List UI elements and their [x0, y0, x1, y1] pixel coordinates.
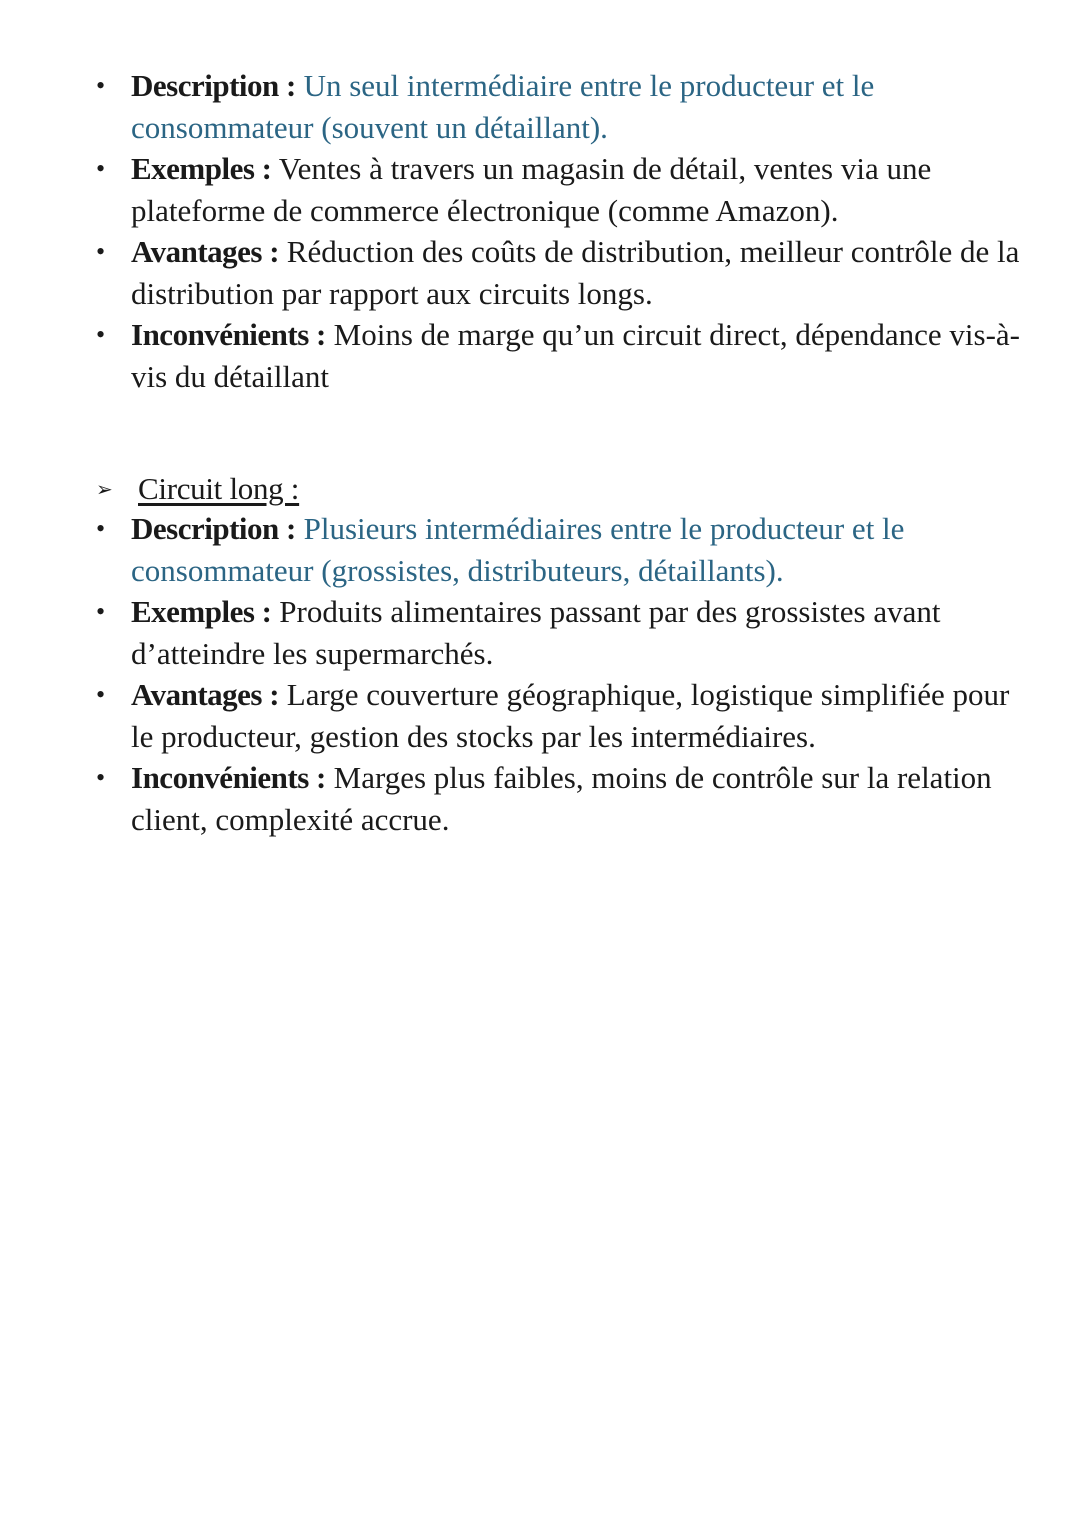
section-heading-circuit-long [96, 468, 299, 509]
item-label: Exemples : [131, 151, 272, 186]
item-text: Ventes à travers un magasin de détail, ventes via une plateforme de commerce électronique (comme Amazon). [131, 151, 932, 228]
list-item-description [96, 508, 1026, 591]
list-item-disadvantages [96, 314, 1026, 397]
item-label: Avantages : [131, 234, 280, 269]
item-text: Moins de marge qu’un circuit direct, dépendance vis-à-vis du détaillant [131, 317, 1020, 394]
item-label: Description : [131, 68, 296, 103]
list-item-examples [96, 148, 1026, 231]
arrowhead-right-icon: ➢ [96, 479, 113, 501]
list-item-description [96, 65, 1026, 148]
heading-text: Circuit long : [138, 471, 300, 506]
circuit-long-list [96, 508, 1026, 840]
bullet-icon: • [96, 320, 106, 349]
item-label: Inconvénients : [131, 760, 326, 795]
bullet-icon: • [96, 514, 106, 543]
bullet-icon: • [96, 154, 106, 183]
item-label: Description : [131, 511, 296, 546]
bullet-icon: • [96, 71, 106, 100]
list-item-advantages [96, 231, 1026, 314]
list-item-advantages [96, 674, 1026, 757]
bullet-icon: • [96, 597, 106, 626]
circuit-intermediate-list [96, 65, 1026, 397]
list-item-disadvantages [96, 757, 1026, 840]
item-text: Un seul intermédiaire entre le producteur et le consommateur (souvent un détaillant). [131, 68, 875, 145]
item-text: Marges plus faibles, moins de contrôle sur la relation client, complexité accrue. [131, 760, 992, 837]
bullet-icon: • [96, 680, 106, 709]
item-text: Large couverture géographique, logistique simplifiée pour le producteur, gestion des stocks par les intermédiaires. [131, 677, 1010, 754]
item-text: Réduction des coûts de distribution, meilleur contrôle de la distribution par rapport aux circuits longs. [131, 234, 1020, 311]
bullet-icon: • [96, 763, 106, 792]
bullet-icon: • [96, 237, 106, 266]
item-label: Avantages : [131, 677, 280, 712]
item-label: Exemples : [131, 594, 272, 629]
item-text: Produits alimentaires passant par des grossistes avant d’atteindre les supermarchés. [131, 594, 941, 671]
list-item-examples [96, 591, 1026, 674]
item-text: Plusieurs intermédiaires entre le producteur et le consommateur (grossistes, distributeurs, détaillants). [131, 511, 905, 588]
item-label: Inconvénients : [131, 317, 326, 352]
